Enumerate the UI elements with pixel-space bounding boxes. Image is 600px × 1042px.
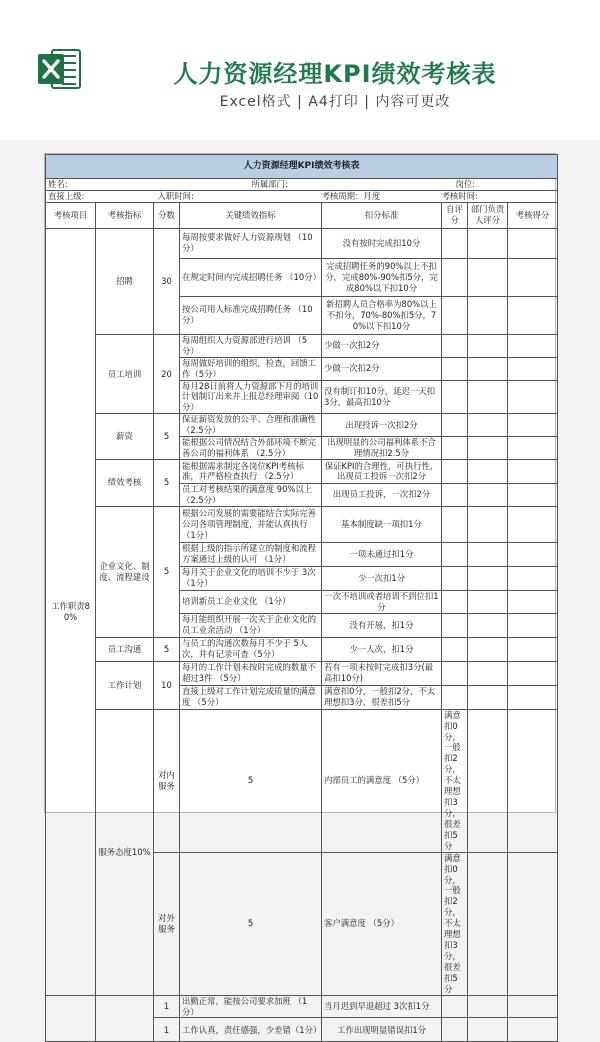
entry-date-label[interactable]: 入职时间: (154, 190, 322, 202)
kpi-cell: 每周做好培训的组织，检查，回馈工作（5分） (180, 357, 322, 380)
indicator-score: 5 (180, 709, 322, 852)
kpi-cell: 根据上级的指示所建立的制度和流程方案通过上级的认可 （1分） (180, 542, 322, 566)
excel-icon (36, 46, 82, 92)
name-label[interactable]: 姓名: (46, 179, 180, 191)
indicator-name: 薪资 (96, 414, 154, 460)
dept-label[interactable]: 所属部门: (180, 179, 442, 191)
indicator-score: 5 (154, 459, 180, 506)
manager-score-cell[interactable] (468, 542, 508, 566)
self-score-cell[interactable] (468, 852, 508, 995)
manager-score-cell[interactable] (468, 437, 508, 460)
kpi-cell: 与员工的沟通次数每月不少于 5人次，并有记录可查（5分） (180, 637, 322, 661)
final-score-cell[interactable] (508, 685, 558, 709)
col-header: 自评分 (442, 202, 468, 228)
std-cell: 满意扣0分，一般扣2分，不太理想扣3分，很差扣5分 (322, 685, 442, 709)
final-score-cell[interactable] (508, 613, 558, 637)
table-row (46, 334, 558, 357)
manager-score-cell[interactable] (468, 414, 508, 437)
manager-score-cell[interactable] (468, 1018, 508, 1042)
manager-score-cell[interactable] (468, 357, 508, 380)
table-title-row (46, 155, 558, 179)
std-cell: 出现员工投诉，一次扣2分 (322, 483, 442, 506)
manager-score-cell[interactable] (468, 380, 508, 414)
table-row (46, 709, 558, 852)
indicator-name: 对内服务 (154, 709, 180, 852)
manager-score-cell[interactable] (468, 637, 508, 661)
supervisor-label[interactable]: 直接上级: (46, 190, 154, 202)
indicator-score: 5 (154, 414, 180, 460)
col-header: 考核得分 (508, 202, 558, 228)
manager-score-cell[interactable] (468, 483, 508, 506)
self-score-cell[interactable] (442, 995, 468, 1018)
final-score-cell[interactable] (508, 258, 558, 296)
kpi-cell: 直接上级对工作计划完成质量的满意度 （5分） (180, 685, 322, 709)
kpi-cell: 每月的工作计划未按时完成的数量不超过3件 （5分） (180, 661, 322, 685)
indicator-name: 工作计划 (96, 661, 154, 709)
manager-score-cell[interactable] (508, 852, 558, 995)
final-score-cell[interactable] (508, 296, 558, 334)
self-score-cell[interactable] (442, 437, 468, 460)
page-subtitle: Excel格式 | A4打印 | 内容可更改 (219, 94, 451, 110)
std-cell: 新招聘人员合格率为80%以上不扣分，70%-80%扣5分，70%以下扣10分 (322, 296, 442, 334)
manager-score-cell[interactable] (468, 995, 508, 1018)
indicator-score: 30 (154, 228, 180, 334)
kpi-cell: 每月28日前将人力资源部下月的培训计划制订出来并上报总经理审阅（10分） (180, 380, 322, 414)
table-row (46, 661, 558, 685)
self-score-cell[interactable] (442, 685, 468, 709)
table-row (46, 414, 558, 437)
indicator-name: 绩效考核 (96, 459, 154, 506)
self-score-cell[interactable] (442, 590, 468, 613)
kpi-cell: 每月关于企业文化的培训不少于 3次（1分） (180, 566, 322, 590)
indicator-name (96, 995, 154, 1042)
final-score-cell[interactable] (508, 357, 558, 380)
final-score-cell[interactable] (508, 380, 558, 414)
std-cell: 保证KPI的合理性，可执行性，出现员工投诉一次扣2分 (322, 459, 442, 483)
manager-score-cell[interactable] (468, 506, 508, 542)
std-cell: 出现明显的公司福利体系不合理情况扣2.5分 (322, 437, 442, 460)
group-service: 服务态度10% (96, 709, 154, 995)
kpi-cell: 客户满意度 （5分） (322, 852, 442, 995)
final-score-cell[interactable] (508, 637, 558, 661)
final-score-cell[interactable] (508, 506, 558, 542)
std-cell: 若有一项未按时完成扣3分(最高扣10分) (322, 661, 442, 685)
kpi-cell: 每月能组织开展一次关于企业文化的员工业余活动 （1分） (180, 613, 322, 637)
indicator-score: 5 (180, 852, 322, 995)
std-cell: 一项未通过扣1分 (322, 542, 442, 566)
kpi-cell: 每周按要求做好人力资源规划 （10分） (180, 228, 322, 258)
self-score-cell[interactable] (442, 542, 468, 566)
final-score-cell[interactable] (508, 459, 558, 483)
final-score-cell[interactable] (508, 590, 558, 613)
std-cell: 少一人次，扣1分 (322, 637, 442, 661)
kpi-cell: 能根据公司情况结合外部环境不断完善公司的福利体系 （2.5分） (180, 437, 322, 460)
table-row (46, 228, 558, 258)
manager-score-cell[interactable] (468, 566, 508, 590)
eval-time-label[interactable]: 考核时间: (442, 190, 558, 202)
manager-score-cell[interactable] (468, 334, 508, 357)
indicator-name: 企业文化、制度、流程建设 (96, 506, 154, 637)
table-row (46, 459, 558, 483)
indicator-score: 1 (154, 995, 180, 1018)
indicator-name: 员工沟通 (96, 637, 154, 661)
self-score-cell[interactable] (442, 258, 468, 296)
std-cell: 出现投诉一次扣2分 (322, 414, 442, 437)
kpi-cell: 保证薪资发放的公平、合理和准确性（2.5分） (180, 414, 322, 437)
std-cell: 少一次扣1分 (322, 566, 442, 590)
final-score-cell[interactable] (508, 334, 558, 357)
kpi-cell: 内部员工的满意度 （5分） (322, 709, 442, 852)
manager-score-cell[interactable] (468, 685, 508, 709)
manager-score-cell[interactable] (468, 661, 508, 685)
std-cell: 没有开展，扣1分 (322, 613, 442, 637)
kpi-cell: 每周组织人力资源部进行培训 （5分） (180, 334, 322, 357)
table-row (46, 637, 558, 661)
self-score-cell[interactable] (442, 296, 468, 334)
indicator-name: 对外服务 (154, 852, 180, 995)
table-row (46, 506, 558, 542)
kpi-cell: 根据公司发展的需要能结合实际完善公司各项管理制度，并能认真执行 （1分） (180, 506, 322, 542)
self-score-cell[interactable] (442, 228, 468, 258)
indicator-score: 1 (154, 1018, 180, 1042)
final-score-cell[interactable] (508, 995, 558, 1018)
table-row (46, 995, 558, 1018)
indicator-name: 员工培训 (96, 334, 154, 413)
manager-score-cell[interactable] (508, 709, 558, 852)
kpi-cell: 出勤正常，能按公司要求加班 （1分） (180, 995, 322, 1018)
final-score-cell[interactable] (508, 483, 558, 506)
std-cell: 基本制度缺一项扣1分 (322, 506, 442, 542)
col-header: 扣分标准 (322, 202, 442, 228)
manager-score-cell[interactable] (468, 258, 508, 296)
self-score-cell[interactable] (442, 613, 468, 637)
period-label: 考核周期：月度 (322, 190, 442, 202)
col-header: 考核指标 (96, 202, 154, 228)
group-work: 工作职责80% (46, 228, 96, 995)
self-score-cell[interactable] (442, 357, 468, 380)
std-cell: 当月迟到早退超过 3次扣1分 (322, 995, 442, 1018)
std-cell: 完成招聘任务的90%以上不扣分，完成80%-90%扣5分，完成80%以下扣10分 (322, 258, 442, 296)
manager-score-cell[interactable] (468, 590, 508, 613)
page-title: 人力资源经理KPI绩效考核表 (173, 60, 497, 88)
self-score-cell[interactable] (442, 414, 468, 437)
manager-score-cell[interactable] (468, 459, 508, 483)
kpi-cell: 在规定时间内完成招聘任务 （10分） (180, 258, 322, 296)
page-header (0, 0, 600, 140)
self-score-cell[interactable] (442, 1018, 468, 1042)
final-score-cell[interactable] (508, 542, 558, 566)
kpi-cell: 按公司用人标准完成招聘任务 （10分） (180, 296, 322, 334)
std-cell: 少做一次扣2分 (322, 334, 442, 357)
manager-score-cell[interactable] (468, 613, 508, 637)
final-score-cell[interactable] (508, 566, 558, 590)
self-score-cell[interactable] (442, 637, 468, 661)
col-header: 部门负责人评分 (468, 202, 508, 228)
col-header: 考核项目 (46, 202, 96, 228)
self-score-cell[interactable] (442, 566, 468, 590)
kpi-cell: 培训新员工企业文化 （1分） (180, 590, 322, 613)
std-cell: 一次不培训或者培训不到位扣1分 (322, 590, 442, 613)
column-header-row (46, 202, 558, 228)
manager-score-cell[interactable] (468, 296, 508, 334)
std-cell: 满意扣0分，一般扣2分，不太理想扣3分，很差扣5分 (442, 709, 468, 852)
info-row-2 (46, 190, 558, 202)
std-cell: 少做一次扣2分 (322, 357, 442, 380)
info-row-1 (46, 179, 558, 191)
final-score-cell[interactable] (508, 661, 558, 685)
indicator-score: 20 (154, 334, 180, 413)
final-score-cell[interactable] (508, 228, 558, 258)
kpi-table (45, 154, 558, 1042)
self-score-cell[interactable] (442, 506, 468, 542)
self-score-cell[interactable] (442, 334, 468, 357)
indicator-name: 招聘 (96, 228, 154, 334)
std-cell: 没有制订扣10分，延迟一天扣3分，最高扣10分 (322, 380, 442, 414)
self-score-cell[interactable] (442, 459, 468, 483)
std-cell: 满意扣0分，一般扣2分，不太理想扣3分，很差扣5分 (442, 852, 468, 995)
std-cell: 工作出现明显错误扣1分 (322, 1018, 442, 1042)
manager-score-cell[interactable] (468, 228, 508, 258)
group-attitude (46, 995, 96, 1042)
indicator-score: 5 (154, 637, 180, 661)
kpi-cell: 能根据需求制定各岗位KPI考核标准，并严格检查执行 （2.5分） (180, 459, 322, 483)
self-score-cell[interactable] (442, 483, 468, 506)
std-cell: 没有按时完成扣10分 (322, 228, 442, 258)
table-title: 人力资源经理KPI绩效考核表 (46, 155, 558, 179)
indicator-score: 10 (154, 661, 180, 709)
col-header: 关键绩效指标 (180, 202, 322, 228)
final-score-cell[interactable] (508, 437, 558, 460)
final-score-cell[interactable] (508, 414, 558, 437)
position-label[interactable]: 岗位: (442, 179, 558, 191)
kpi-cell: 员工对考核结果的满意度 90%以上（2.5分） (180, 483, 322, 506)
indicator-score: 5 (154, 506, 180, 637)
final-score-cell[interactable] (508, 1018, 558, 1042)
self-score-cell[interactable] (442, 380, 468, 414)
col-header: 分数 (154, 202, 180, 228)
self-score-cell[interactable] (442, 661, 468, 685)
kpi-cell: 工作认真，责任感强，少差错（1分） (180, 1018, 322, 1042)
self-score-cell[interactable] (468, 709, 508, 852)
kpi-sheet (44, 153, 556, 1035)
